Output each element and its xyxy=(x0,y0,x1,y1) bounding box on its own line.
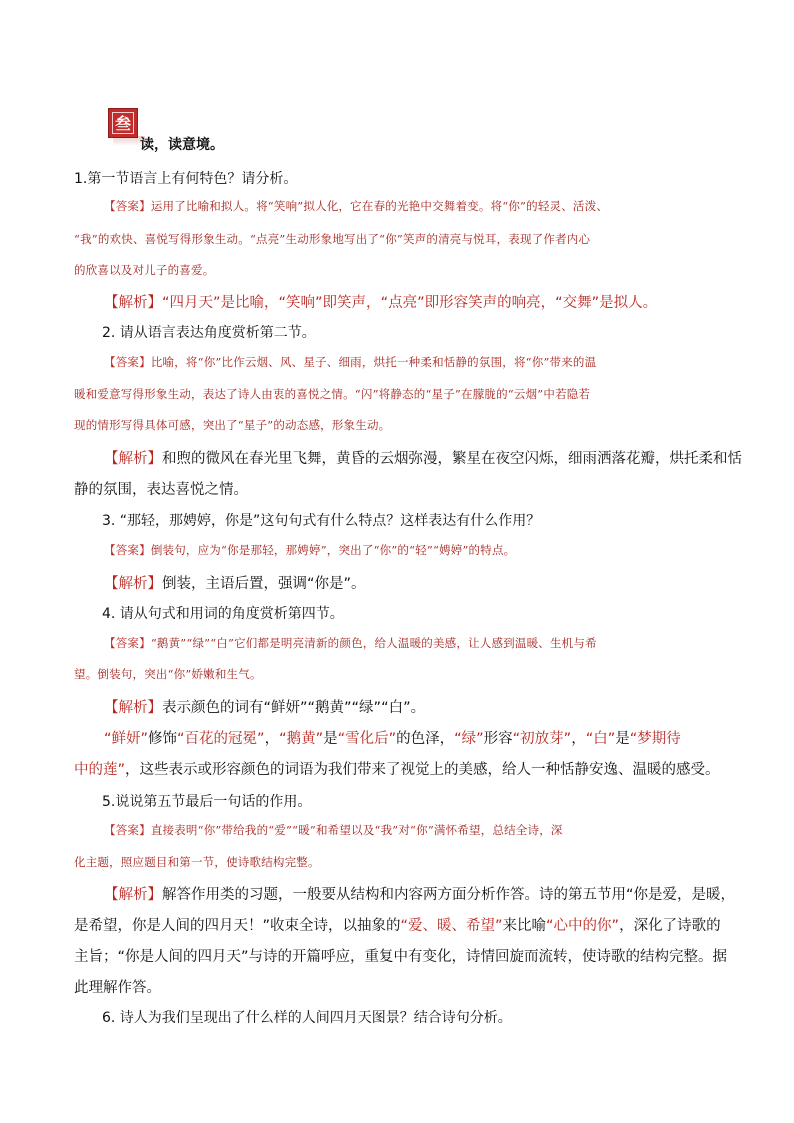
analysis-1-part-1: “四月天”是比喻， xyxy=(162,295,279,311)
answer-5-line-1 xyxy=(104,822,563,838)
section-seal xyxy=(108,108,138,138)
analysis-4-line-2 xyxy=(104,727,681,748)
analysis-4-text: 形容 xyxy=(483,731,513,747)
analysis-4-text: 是 xyxy=(323,731,338,747)
analysis-4-quote: “鹅黄” xyxy=(279,731,324,747)
analysis-4-quote: “梦期待 xyxy=(629,731,681,747)
analysis-4-quote: “雪化后” xyxy=(337,731,397,747)
analysis-5-line-2 xyxy=(74,914,721,935)
answer-tag: 【答案】 xyxy=(104,823,151,837)
answer-tag: 【答案】 xyxy=(104,636,151,650)
analysis-1 xyxy=(104,291,657,312)
question-5: 5.说说第五节最后一句话的作用。 xyxy=(102,794,312,810)
question-4: 4. 请从句式和用词的角度赏析第四节。 xyxy=(102,606,344,622)
analysis-5-quote: “爱、暖、希望” xyxy=(400,918,503,934)
answer-2-line-3: 现的情形写得具体可感，突出了“星子”的动态感，形象生动。 xyxy=(74,418,391,432)
analysis-tag: 【解析】 xyxy=(104,451,162,467)
question-3: 3. “那轻，那娉婷，你是”这句句式有什么特点？这样表达有什么作用？ xyxy=(102,513,541,529)
answer-tag: 【答案】 xyxy=(104,543,151,557)
question-1: 1.第一节语言上有何特色？请分析。 xyxy=(74,171,298,187)
analysis-3 xyxy=(104,572,366,593)
question-6: 6. 诗人为我们呈现出了什么样的人间四月天图景？结合诗句分析。 xyxy=(102,1010,512,1026)
analysis-4-text: 是 xyxy=(615,731,630,747)
answer-3-text: 倒装句，应为“你是那轻，那娉婷”，突出了“你”的“轻”“娉婷”的特点。 xyxy=(150,543,516,557)
analysis-4-text: 修饰 xyxy=(148,731,178,747)
answer-5-text-1: 直接表明“你”带给我的“爱”“暖”和希望以及“我”对“你”满怀希望，总结全诗，深 xyxy=(150,823,563,837)
answer-4-line-2: 望。倒装句，突出“你”娇嫩和生气。 xyxy=(74,667,262,681)
analysis-5-text-1: 解答作用类的习题，一般要从结构和内容两方面分析作答。诗的第五节用“你是爱，是暖， xyxy=(162,887,736,903)
analysis-4-quote: “鲜妍” xyxy=(104,731,149,747)
analysis-4-text: ，这些表示或形容颜色的词语为我们带来了视觉上的美感，给人一种恬静安逸、温暖的感受。 xyxy=(125,762,720,778)
analysis-2-line-1 xyxy=(104,447,742,468)
analysis-2-text-1: 和煦的微风在春光里飞舞，黄昏的云烟弥漫，繁星在夜空闪烁，细雨洒落花瓣，烘托柔和恬 xyxy=(162,451,742,467)
answer-4-line-1 xyxy=(104,635,597,651)
answer-tag: 【答案】 xyxy=(104,199,151,213)
answer-2-line-2: 暖和爱意写得形象生动，表达了诗人由衷的喜悦之情。“闪”将静态的“星子”在朦胧的“云烟”中若隐若 xyxy=(74,387,591,401)
analysis-5-text: ，深化了诗歌的 xyxy=(619,918,721,934)
analysis-5-line-4: 此理解作答。 xyxy=(74,980,161,996)
analysis-5-text: 来比喻 xyxy=(502,918,547,934)
analysis-4-quote: “白” xyxy=(585,731,616,747)
answer-1-line-2: “我”的欢快、喜悦写得形象生动。“点亮”生动形象地写出了“你”笑声的清亮与悦耳，表现了作者内心 xyxy=(74,232,591,246)
analysis-tag: 【解析】 xyxy=(104,295,162,311)
answer-4-text-1: “鹅黄”“绿”“白”它们都是明亮清新的颜色，给人温暖的美感，让人感到温暖、生机与希 xyxy=(150,636,597,650)
analysis-5-line-3: 主旨；“你是人间的四月天”与诗的开篇呼应，重复中有变化，诗情回旋而流转，使诗歌的结构完整。据 xyxy=(74,949,728,965)
analysis-4-line-1 xyxy=(104,696,425,717)
answer-1-line-1 xyxy=(104,198,608,214)
analysis-4-line-3 xyxy=(74,758,720,779)
analysis-tag: 【解析】 xyxy=(104,700,162,716)
analysis-1-part-2: “笑响”即笑声， xyxy=(278,295,381,311)
analysis-4-text-1: 表示颜色的词有“鲜妍”“鹅黄”“绿”“白”。 xyxy=(162,700,426,716)
question-2: 2. 请从语言表达角度赏析第二节。 xyxy=(102,325,316,341)
analysis-3-text: 倒装，主语后置，强调“你是”。 xyxy=(162,576,366,592)
analysis-5-text: 是希望，你是人间的四月天！”收束全诗，以抽象的 xyxy=(74,918,401,934)
analysis-4-quote: 中的莲” xyxy=(74,762,126,778)
analysis-5-quote: “心中的你” xyxy=(546,918,620,934)
section-title: 读，读意境。 xyxy=(140,137,224,153)
answer-5-line-2: 化主题，照应题目和第一节，使诗歌结构完整。 xyxy=(74,855,320,869)
answer-tag: 【答案】 xyxy=(104,355,151,369)
analysis-5-line-1 xyxy=(104,883,735,904)
analysis-4-quote: “绿” xyxy=(454,731,484,747)
analysis-4-text: ， xyxy=(571,731,586,747)
answer-1-line-3: 的欣喜以及对儿子的喜爱。 xyxy=(74,263,215,277)
answer-2-line-1 xyxy=(104,354,596,370)
analysis-1-part-4: “交舞”是拟人。 xyxy=(555,295,658,311)
analysis-tag: 【解析】 xyxy=(104,887,162,903)
analysis-4-text: ， xyxy=(264,731,280,747)
answer-3 xyxy=(104,542,515,558)
analysis-1-part-3: “点亮”即形容笑声的响亮， xyxy=(380,295,556,311)
analysis-2-line-2: 静的氛围，表达喜悦之情。 xyxy=(74,482,248,498)
analysis-4-quote: “初放芽” xyxy=(512,731,572,747)
answer-1-text-1: 运用了比喻和拟人。将“笑响”拟人化，它在春的光艳中交舞着变。将“你”的轻灵、活泼、 xyxy=(150,199,609,213)
seal-char: 叁 xyxy=(112,112,134,134)
analysis-4-text: 的色泽， xyxy=(396,731,455,747)
answer-2-text-1: 比喻，将“你”比作云烟、风、星子、细雨，烘托一种柔和恬静的氛围，将“你”带来的温 xyxy=(150,355,597,369)
analysis-tag: 【解析】 xyxy=(104,576,162,592)
analysis-4-quote: “百花的冠冕” xyxy=(177,731,265,747)
